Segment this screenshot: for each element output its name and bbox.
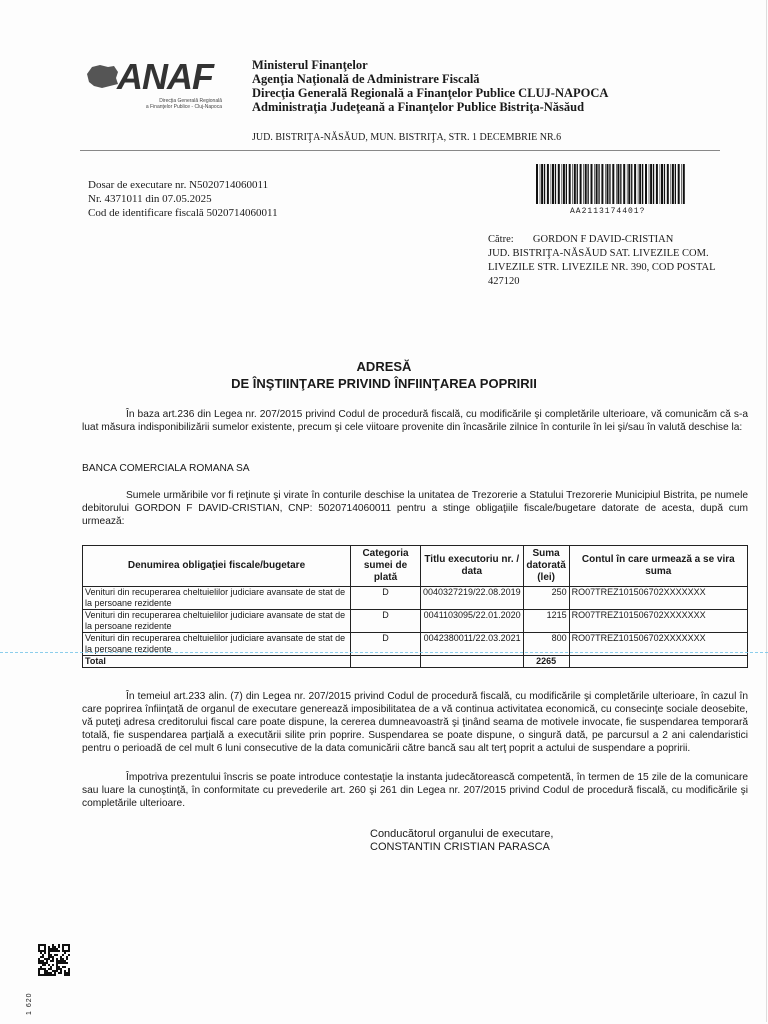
recipient-name: GORDON F DAVID-CRISTIAN <box>532 234 674 245</box>
logo-subtitle: Direcţia Generală Regională a Finanţelor Publice - Cluj-Napoca <box>145 98 222 110</box>
anaf-logo <box>84 58 249 114</box>
table-total-row: Total 2265 <box>83 656 748 668</box>
table-header: Titlu executoriu nr. / data <box>421 546 524 587</box>
legal-paragraph: În temeiul art.233 alin. (7) din Legea nr. 207/2015 privind Codul de procedură fiscală, cu modificările şi completările ulterioare, în cazul în care poprirea înfiinţată de organul de executare generează imposibilitatea de a vă continua activitatea economică, cu consecinţe sociale deosebite, vă puteţi adresa creditorului fiscal care poate dispune, la cererea dumneavoastră şi ţinând seama de motivele invocate, fie suspendarea temporară totală, fie suspendarea parţială a executării silite prin poprire. Suspendarea se poate dispune, o singură dată, pe parcursul a 2 ani calendaristici pentru o perioadă de cel mult 6 luni consecutive de la data comunicării către bancă sau alt terţ poprit a actului de suspendare a popririi. <box>82 691 748 754</box>
table-row: Venituri din recuperarea cheltuielilor judiciare avansate de stat de la persoane rezidente D 0042380011/22.03.2021 800 RO07TREZ101506702XXXXXXX <box>83 633 748 656</box>
intro-paragraph: În baza art.236 din Legea nr. 207/2015 privind Codul de procedură fiscală, cu modificările şi completările ulterioare, vă comunicăm că s-a luat măsura indisponibilizării sumelor existente, precum şi cele viitoare provenite din încasările zilnice în conturile în lei şi/sau în valută deschise la: <box>82 409 748 433</box>
title-line-2: DE ÎNŞTIINŢARE PRIVIND ÎNFIINŢAREA POPRIRII <box>231 376 537 391</box>
table-header: Suma datorată (lei) <box>523 546 569 587</box>
fiscal-code: Cod de identificare fiscală 5020714060011 <box>88 207 278 219</box>
ministry-header <box>252 58 608 114</box>
barcode <box>536 164 686 204</box>
scan-artifact-line <box>0 652 768 653</box>
logo-text: ANAF <box>117 56 213 97</box>
document-title <box>0 358 768 392</box>
ministry-line: Agenţia Naţională de Administrare Fiscală <box>252 72 480 86</box>
dosar-number: Dosar de executare nr. N5020714060011 <box>88 179 269 191</box>
romania-map-icon <box>84 62 120 92</box>
signature-block <box>370 828 553 854</box>
recipient-label: Către: <box>488 234 514 245</box>
ministry-line: Direcţia Generală Regională a Finanţelor Publice CLUJ-NAPOCA <box>252 86 609 100</box>
barcode-number: AA2113174401? <box>570 207 646 216</box>
table-header: Categoria sumei de plată <box>351 546 421 587</box>
ministry-line: Administraţia Judeţeană a Finanţelor Publice Bistriţa-Năsăud <box>252 100 585 114</box>
obligations-table <box>82 545 748 668</box>
qr-code-icon <box>38 944 70 976</box>
side-identifier: 1 620 <box>26 992 33 1015</box>
institution-address: JUD. BISTRIŢA-NĂSĂUD, MUN. BISTRIŢA, STR. 1 DECEMBRIE NR.6 <box>252 132 562 143</box>
ministry-line: Ministerul Finanţelor <box>252 58 368 72</box>
recipient-address: JUD. BISTRIŢA-NĂSĂUD SAT. LIVEZILE COM. LIVEZILE STR. LIVEZILE NR. 390, COD POSTAL 427120 <box>488 248 716 287</box>
table-header-row <box>83 546 748 587</box>
document-references <box>88 178 278 220</box>
header-divider <box>80 150 720 151</box>
table-row: Venituri din recuperarea cheltuielilor judiciare avansate de stat de la persoane rezidente D 0041103095/22.01.2020 1215 RO07TREZ101506702XXXXXXX <box>83 610 748 633</box>
table-header: Denumirea obligaţiei fiscale/bugetare <box>83 546 351 587</box>
document-number: Nr. 4371011 din 07.05.2025 <box>88 193 212 205</box>
recipient-block <box>488 233 728 289</box>
table-row: Venituri din recuperarea cheltuielilor judiciare avansate de stat de la persoane rezidente D 0040327219/22.08.2019 250 RO07TREZ101506702XXXXXXX <box>83 587 748 610</box>
signatory-name: CONSTANTIN CRISTIAN PARASCA <box>370 841 550 853</box>
table-header: Contul în care urmează a se vira suma <box>569 546 747 587</box>
bank-name: BANCA COMERCIALA ROMANA SA <box>82 463 250 474</box>
title-line-1: ADRESĂ <box>356 359 412 374</box>
contest-paragraph: Împotriva prezentului înscris se poate introduce contestaţie la instanta judecătorească competentă, în termen de 15 zile de la comunicare sau luare la cunoştinţă, în conformitate cu prevederile art. 260 şi 261 din Legea nr. 207/2015 privind Codul de procedură fiscală, cu modificările şi completările ulterioare. <box>82 772 748 809</box>
sums-paragraph: Sumele urmăribile vor fi reţinute şi virate în conturile deschise la unitatea de Trezorerie a Statului Trezorerie Municipiul Bistrita, pe numele debitorului GORDON F DAVID-CRISTIAN, CNP: 5020714060011 pentru a stinge obligaţiile fiscale/bugetare datorate de acesta, după cum urmează: <box>82 490 748 527</box>
signatory-role: Conducătorul organului de executare, <box>370 828 554 840</box>
